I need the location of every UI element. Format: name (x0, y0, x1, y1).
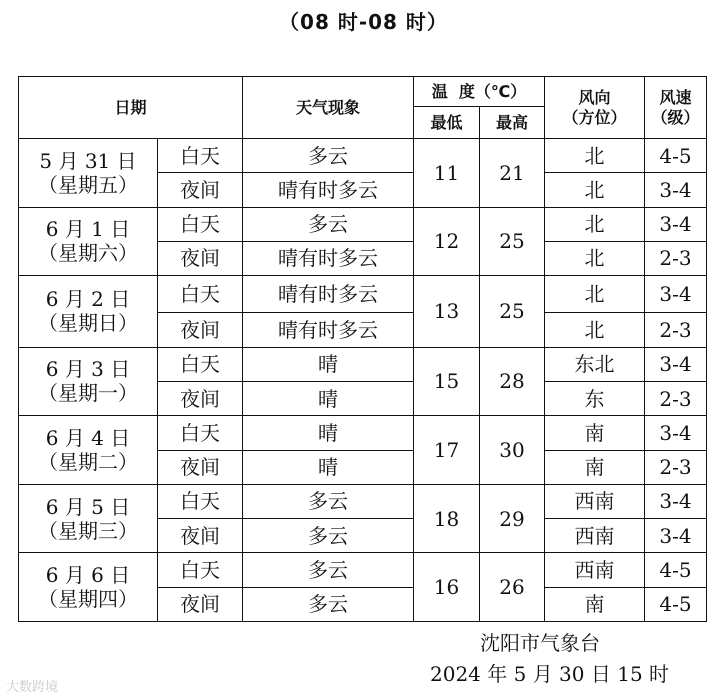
forecast-row (19, 347, 707, 381)
wind-direction-cell: 西南 (545, 484, 645, 518)
temp-min-cell: 12 (414, 207, 480, 276)
weekday-label: （星期四） (38, 587, 138, 612)
temp-min-cell: 17 (414, 416, 480, 485)
weather-cell: 多云 (243, 484, 414, 518)
period-cell: 夜间 (158, 381, 243, 415)
date-label: 6 月 4 日 (45, 426, 131, 451)
header-wind-direction (545, 77, 645, 139)
period-cell: 夜间 (158, 173, 243, 207)
header-temperature: 温 度（℃） (414, 77, 545, 107)
wind-speed-cell: 3-4 (645, 207, 707, 241)
watermark: 大数跨境 (6, 680, 59, 695)
forecast-row (19, 484, 707, 518)
temp-max-cell: 25 (480, 207, 545, 276)
wind-speed-cell: 3-4 (645, 173, 707, 207)
weather-cell: 多云 (243, 139, 414, 173)
header-temp-min: 最低 (414, 107, 480, 139)
wind-direction-cell: 北 (545, 207, 645, 241)
issuer: 沈阳市气象台 (480, 631, 600, 655)
wind-speed-cell: 3-4 (645, 416, 707, 450)
weather-cell: 多云 (243, 519, 414, 553)
period-cell: 白天 (158, 416, 243, 450)
period-cell: 白天 (158, 139, 243, 173)
date-label: 6 月 2 日 (45, 287, 131, 312)
wind-direction-cell: 西南 (545, 519, 645, 553)
temp-max-cell: 21 (480, 139, 545, 208)
period-cell: 夜间 (158, 241, 243, 275)
temp-max-cell: 28 (480, 347, 545, 416)
wind-speed-cell: 2-3 (645, 450, 707, 484)
date-cell (19, 276, 158, 348)
header-wind-speed-label: 风速 (659, 88, 692, 108)
period-cell: 白天 (158, 553, 243, 587)
weekday-label: （星期二） (38, 450, 138, 475)
forecast-body (19, 139, 707, 622)
forecast-table (18, 76, 707, 622)
header-wind-direction-label: 风向 (578, 88, 611, 108)
wind-speed-cell: 3-4 (645, 276, 707, 313)
date-label: 6 月 3 日 (45, 357, 131, 382)
temp-max-cell: 29 (480, 484, 545, 553)
page-subtitle: （08 时-08 时） (279, 10, 448, 34)
wind-speed-cell: 3-4 (645, 347, 707, 381)
wind-direction-cell: 北 (545, 276, 645, 313)
temp-max-cell: 26 (480, 553, 545, 622)
period-cell: 白天 (158, 347, 243, 381)
weekday-label: （星期五） (38, 172, 138, 197)
wind-direction-cell: 东北 (545, 347, 645, 381)
weather-cell: 晴有时多云 (243, 313, 414, 347)
temp-min-cell: 18 (414, 484, 480, 553)
issue-time: 2024 年 5 月 30 日 15 时 (430, 662, 670, 686)
temp-min-cell: 11 (414, 139, 480, 208)
header-wind-direction-unit: （方位） (562, 107, 627, 127)
weather-cell: 晴 (243, 347, 414, 381)
weather-cell: 多云 (243, 207, 414, 241)
wind-direction-cell: 南 (545, 587, 645, 621)
date-cell (19, 416, 158, 485)
date-cell (19, 484, 158, 553)
date-label: 6 月 5 日 (45, 494, 131, 519)
wind-direction-cell: 东 (545, 381, 645, 415)
forecast-row (19, 553, 707, 587)
wind-speed-cell: 4-5 (645, 587, 707, 621)
wind-direction-cell: 北 (545, 139, 645, 173)
date-cell (19, 553, 158, 622)
wind-speed-cell: 2-3 (645, 381, 707, 415)
forecast-row (19, 416, 707, 450)
wind-direction-cell: 北 (545, 313, 645, 347)
period-cell: 白天 (158, 207, 243, 241)
weather-cell: 晴有时多云 (243, 276, 414, 313)
weekday-label: （星期一） (38, 381, 138, 406)
date-label: 6 月 6 日 (45, 563, 131, 588)
header-wind-speed-unit: （级） (651, 107, 700, 127)
temp-max-cell: 25 (480, 276, 545, 348)
temp-min-cell: 13 (414, 276, 480, 348)
wind-speed-cell: 2-3 (645, 241, 707, 275)
period-cell: 白天 (158, 276, 243, 313)
period-cell: 白天 (158, 484, 243, 518)
wind-speed-cell: 4-5 (645, 553, 707, 587)
header-date: 日期 (19, 77, 243, 139)
weather-cell: 多云 (243, 553, 414, 587)
wind-direction-cell: 南 (545, 416, 645, 450)
date-cell (19, 139, 158, 208)
period-cell: 夜间 (158, 313, 243, 347)
temp-min-cell: 16 (414, 553, 480, 622)
weekday-label: （星期三） (38, 518, 138, 543)
forecast-row (19, 139, 707, 173)
weekday-label: （星期日） (38, 311, 138, 336)
weather-cell: 多云 (243, 587, 414, 621)
forecast-row (19, 207, 707, 241)
date-cell (19, 207, 158, 276)
weather-cell: 晴有时多云 (243, 241, 414, 275)
wind-speed-cell: 3-4 (645, 519, 707, 553)
wind-speed-cell: 4-5 (645, 139, 707, 173)
date-label: 5 月 31 日 (39, 148, 137, 173)
period-cell: 夜间 (158, 450, 243, 484)
wind-direction-cell: 北 (545, 173, 645, 207)
wind-speed-cell: 2-3 (645, 313, 707, 347)
header-temp-max: 最高 (480, 107, 545, 139)
date-label: 6 月 1 日 (45, 217, 131, 242)
weather-cell: 晴有时多云 (243, 173, 414, 207)
date-cell (19, 347, 158, 416)
period-cell: 夜间 (158, 587, 243, 621)
wind-speed-cell: 3-4 (645, 484, 707, 518)
weather-cell: 晴 (243, 450, 414, 484)
wind-direction-cell: 南 (545, 450, 645, 484)
weather-cell: 晴 (243, 381, 414, 415)
forecast-row (19, 276, 707, 313)
header-wind-speed (645, 77, 707, 139)
weather-cell: 晴 (243, 416, 414, 450)
period-cell: 夜间 (158, 519, 243, 553)
wind-direction-cell: 西南 (545, 553, 645, 587)
temp-max-cell: 30 (480, 416, 545, 485)
temp-min-cell: 15 (414, 347, 480, 416)
weekday-label: （星期六） (38, 241, 138, 266)
header-weather: 天气现象 (243, 77, 414, 139)
wind-direction-cell: 北 (545, 241, 645, 275)
